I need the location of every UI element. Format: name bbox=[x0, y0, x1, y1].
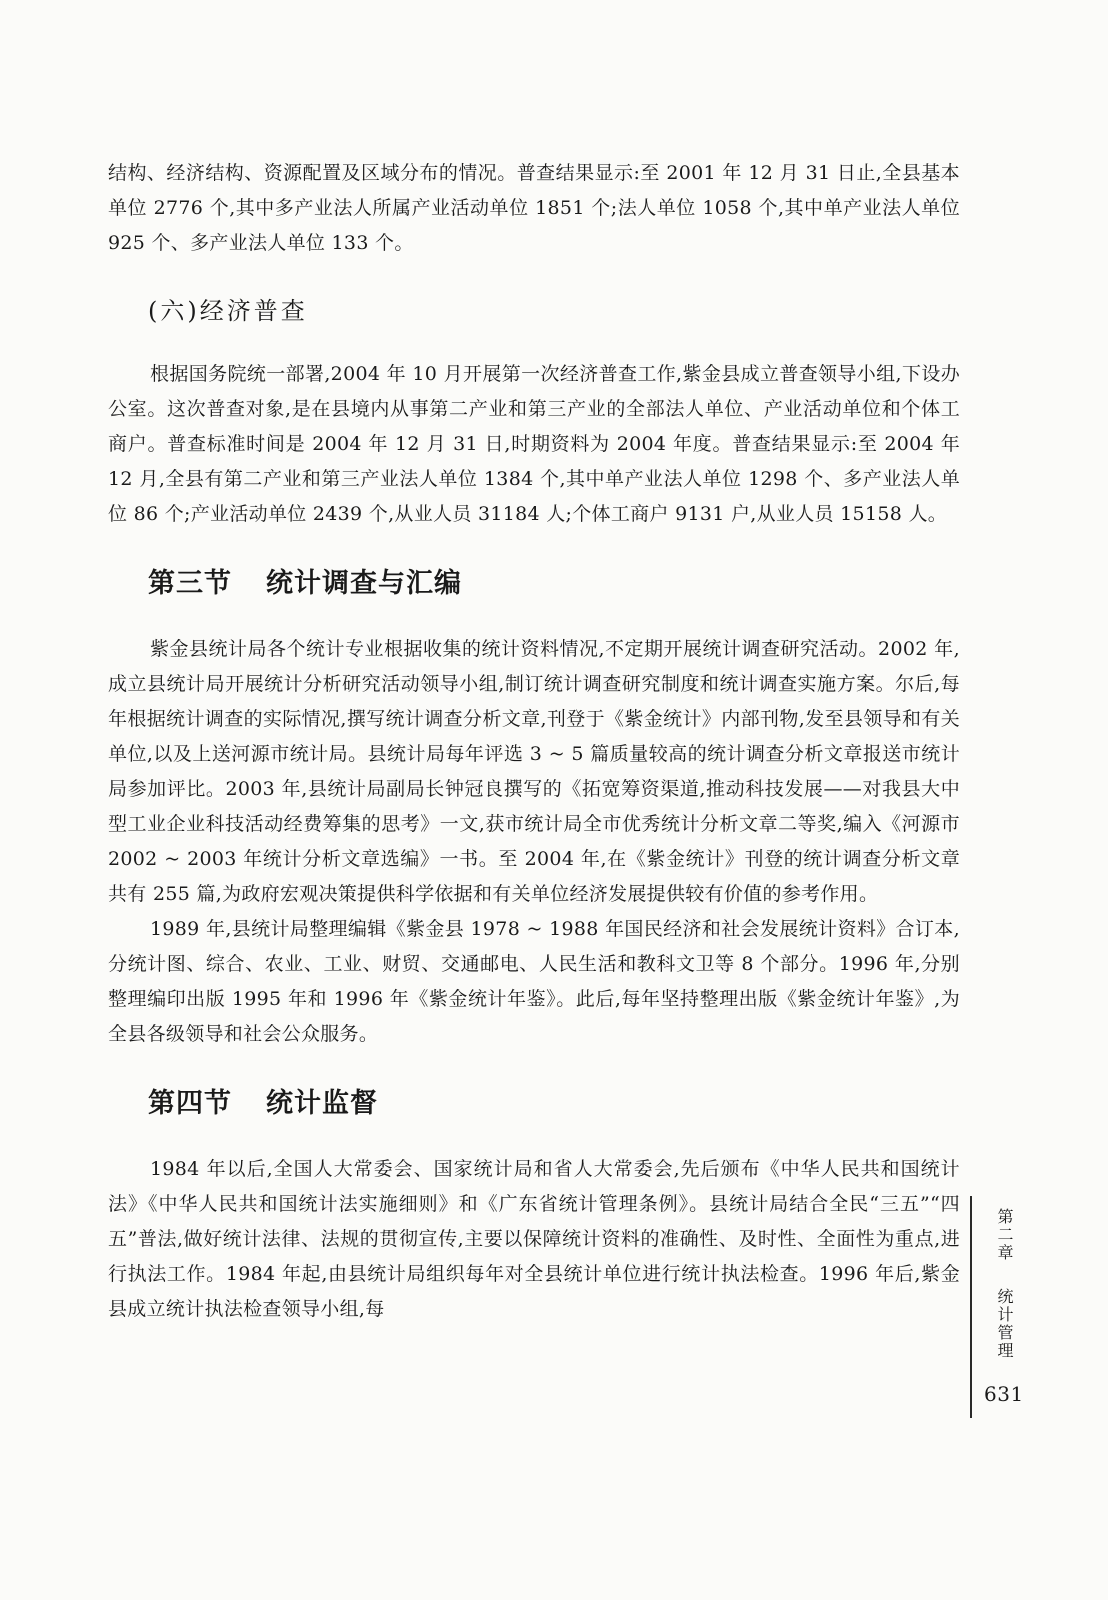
chapter-label: 第二章 bbox=[995, 1208, 1014, 1262]
paragraph-economic-census: 根据国务院统一部署,2004 年 10 月开展第一次经济普查工作,紫金县成立普查领导小组,下设办公室。这次普查对象,是在县境内从事第二产业和第三产业的全部法人单位、产业活动单位和个体工商户。普查标准时间是 2004 年 12 月 31 日,时期资料为 2004 年度。普查结果显示:至 2004 年 12 月,全县有第二产业和第三产业法人单位 1384 个,其中单产业法人单位 1298 个、多产业法人单位 86 个;产业活动单位 2439 个,从业人员 31184 人;个体工商户 9131 户,从业人员 15158 人。 bbox=[108, 363, 960, 525]
chapter-title: 统计管理 bbox=[995, 1288, 1014, 1360]
page-number: 631 bbox=[984, 1382, 1024, 1406]
sidebar-divider bbox=[970, 1196, 972, 1418]
section-number: 第三节 bbox=[148, 568, 232, 599]
paragraph-survey-research: 紫金县统计局各个统计专业根据收集的统计资料情况,不定期开展统计调查研究活动。2002 年,成立县统计局开展统计分析研究活动领导小组,制订统计调查研究制度和统计调查实施方案。尔后,每年根据统计调查的实际情况,撰写统计调查分析文章,刊登于《紫金统计》内部刊物,发至县领导和有关单位,以及上送河源市统计局。县统计局每年评选 3 ~ 5 篇质量较高的统计调查分析文章报送市统计局参加评比。2003 年,县统计局副局长钟冠良撰写的《拓宽筹资渠道,推动科技发展——对我县大中型工业企业科技活动经费筹集的思考》一文,获市统计局全市优秀统计分析文章二等奖,编入《河源市 2002 ~ 2003 年统计分析文章选编》一书。至 2004 年,在《紫金统计》刊登的统计调查分析文章共有 255 篇,为政府宏观决策提供科学依据和有关单位经济发展提供较有价值的参考作用。 bbox=[108, 638, 960, 905]
paragraph-continued: 结构、经济结构、资源配置及区域分布的情况。普查结果显示:至 2001 年 12 月 31 日止,全县基本单位 2776 个,其中多产业法人所属产业活动单位 1851 个;法人单位 1058 个,其中单产业法人单位 925 个、多产业法人单位 133 个。 bbox=[108, 162, 960, 254]
section-number: 第四节 bbox=[148, 1088, 232, 1119]
section-heading-4 bbox=[148, 1082, 960, 1126]
paragraph-supervision: 1984 年以后,全国人大常委会、国家统计局和省人大常委会,先后颁布《中华人民共和国统计法》《中华人民共和国统计法实施细则》和《广东省统计管理条例》。县统计局结合全民“三五”“四五”普法,做好统计法律、法规的贯彻宣传,主要以保障统计资料的准确性、及时性、全面性为重点,进行执法工作。1984 年起,由县统计局组织每年对全县统计单位进行统计执法检查。1996 年后,紫金县成立统计执法检查领导小组,每 bbox=[108, 1158, 960, 1320]
section-title: 统计调查与汇编 bbox=[266, 568, 462, 599]
section-title: 统计监督 bbox=[266, 1088, 378, 1119]
paragraph-compilation: 1989 年,县统计局整理编辑《紫金县 1978 ~ 1988 年国民经济和社会发展统计资料》合订本,分统计图、综合、农业、工业、财贸、交通邮电、人民生活和教科文卫等 8 个部分。1996 年,分别整理编印出版 1995 年和 1996 年《紫金统计年鉴》。此后,每年坚持整理出版《紫金统计年鉴》,为全县各级领导和社会公众服务。 bbox=[108, 918, 960, 1045]
page-content bbox=[108, 156, 960, 1327]
section-heading-3 bbox=[148, 562, 960, 606]
subsection-heading-economic-census: (六)经济普查 bbox=[148, 297, 308, 325]
page-sidebar bbox=[984, 1208, 1034, 1406]
